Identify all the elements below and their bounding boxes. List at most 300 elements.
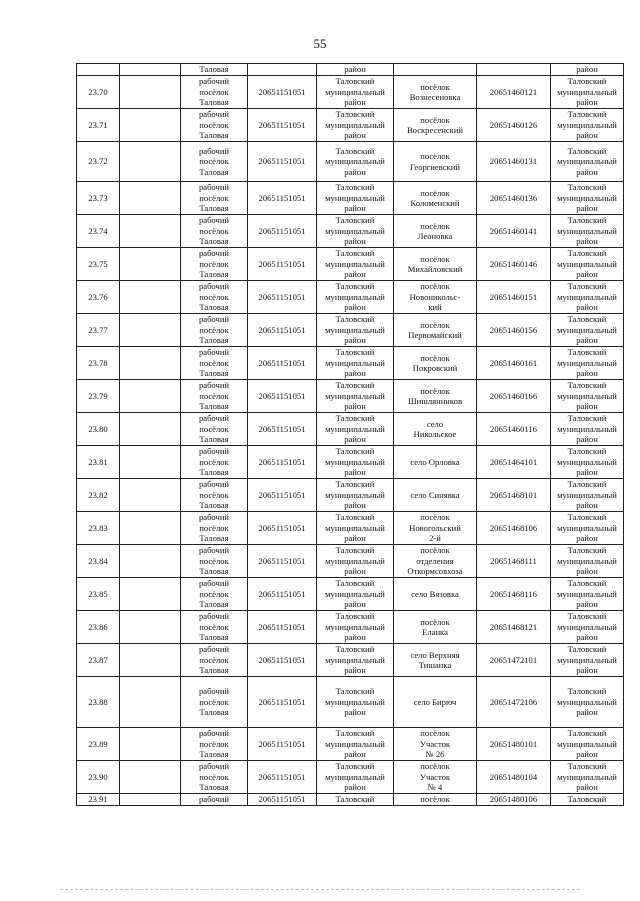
cell-district <box>317 479 394 512</box>
table-row <box>77 380 624 413</box>
cell-district-2: район <box>551 64 624 76</box>
cell-settlement-type-line: рабочий <box>198 686 230 697</box>
cell-district-line: Таловский <box>335 644 375 655</box>
cell-district <box>317 215 394 248</box>
cell-settlement-name <box>394 677 477 728</box>
cell-settlement-code: 20651460146 <box>477 248 551 281</box>
cell-district-2-line: Таловский <box>567 512 607 523</box>
cell-num: 23.89 <box>77 728 120 761</box>
cell-settlement-type <box>181 578 248 611</box>
cell-empty <box>120 677 181 728</box>
cell-code: 20651151051 <box>248 728 317 761</box>
cell-num: 23.79 <box>77 380 120 413</box>
cell-district-line: район <box>344 707 366 718</box>
cell-settlement-type-line: рабочий <box>198 644 230 655</box>
cell-district-2-line: Таловский <box>567 686 607 697</box>
cell-settlement-name-line: Шишлянников <box>407 396 463 406</box>
cell-district-2-line: Таловский <box>567 413 607 424</box>
cell-num: 23.87 <box>77 644 120 677</box>
cell-district-2-line: район <box>576 236 598 247</box>
cell-district-line: район <box>344 368 366 379</box>
cell-district-line: Таловский <box>335 728 375 739</box>
cell-settlement-name <box>394 215 477 248</box>
cell-district <box>317 761 394 794</box>
cell-code: 20651151051 <box>248 380 317 413</box>
cell-settlement-type <box>181 479 248 512</box>
cell-settlement-type-line: Таловая <box>199 467 229 478</box>
cell-settlement-type-line: посёлок <box>199 555 229 566</box>
cell-code: 20651151051 <box>248 677 317 728</box>
cell-settlement-code: 20651460161 <box>477 347 551 380</box>
cell-empty <box>120 611 181 644</box>
table-row <box>77 142 624 182</box>
cell-district-line: муниципальный <box>325 357 385 368</box>
cell-settlement-name-line: посёлок <box>420 151 450 162</box>
cell-code: 20651151051 <box>248 578 317 611</box>
cell-settlement-type-line: Таловая <box>199 236 229 247</box>
cell-district-2 <box>551 215 624 248</box>
cell-empty <box>120 182 181 215</box>
cell-settlement-code: 20651460151 <box>477 281 551 314</box>
cell-district-line: район <box>344 533 366 544</box>
cell-settlement-type-line: рабочий <box>198 611 230 622</box>
cell-district-line: муниципальный <box>325 771 385 782</box>
cell-settlement-name-line: № 4 <box>427 782 443 793</box>
cell-district-2-line: район <box>576 632 598 643</box>
cell-district-line: Таловский <box>335 413 375 424</box>
cell-num: 23.82 <box>77 479 120 512</box>
cell-district-2-line: Таловский <box>567 761 607 772</box>
cell-district-line: район <box>344 434 366 445</box>
cell-settlement-type-line: Таловая <box>199 130 229 141</box>
table-row <box>77 578 624 611</box>
cell-district-2-line: муниципальный <box>557 86 617 97</box>
cell-settlement-name <box>394 109 477 142</box>
cell-settlement-code: 20651460141 <box>477 215 551 248</box>
cell-settlement-name-line: Новогольский <box>409 522 461 533</box>
cell-district-2-line: муниципальный <box>557 291 617 302</box>
cell-settlement-type-line: рабочий <box>198 76 230 87</box>
cell-settlement-name <box>394 182 477 215</box>
cell-district-line: Таловский <box>335 281 375 292</box>
cell-settlement-type-line: посёлок <box>199 86 229 97</box>
cell-code: 20651151051 <box>248 644 317 677</box>
cell-settlement-name-line: село Бирюч <box>413 696 457 707</box>
cell-settlement-name-line: посёлок <box>420 761 450 772</box>
cell-settlement-type-line: Таловая <box>199 707 229 718</box>
cell-district-line: Таловский <box>335 512 375 523</box>
cell-settlement-type <box>181 446 248 479</box>
cell-code: 20651151051 <box>248 479 317 512</box>
cell-district <box>317 76 394 109</box>
cell-settlement-type-line: Таловая <box>199 335 229 346</box>
cell-settlement-type-line: Таловая <box>199 599 229 610</box>
cell-settlement-name <box>394 142 477 182</box>
cell-settlement-type-line: посёлок <box>199 456 229 467</box>
cell-district-line: район <box>344 599 366 610</box>
cell-empty <box>120 281 181 314</box>
cell-district-line: Таловский <box>335 479 375 490</box>
cell-settlement-type-line: посёлок <box>199 390 229 401</box>
cell-district-2-line: Таловский <box>567 281 607 292</box>
cell-settlement-type-line: рабочий <box>198 145 230 156</box>
cell-district-line: муниципальный <box>325 86 385 97</box>
cell-settlement-type <box>181 215 248 248</box>
cell-district <box>317 611 394 644</box>
cell-empty <box>120 248 181 281</box>
cell-num: 23.80 <box>77 413 120 446</box>
cell-district-2-line: Таловский <box>567 248 607 259</box>
cell-district-line: район <box>344 467 366 478</box>
cell-settlement-name-line: село <box>426 418 444 429</box>
cell-district-2-line: муниципальный <box>557 357 617 368</box>
cell-district-line: муниципальный <box>325 588 385 599</box>
cell-district-line: район <box>344 203 366 214</box>
cell-num <box>77 64 120 76</box>
cell-num: 23.86 <box>77 611 120 644</box>
cell-empty <box>120 314 181 347</box>
cell-settlement-type-line: рабочий <box>198 578 230 589</box>
cell-settlement-name <box>394 380 477 413</box>
cell-district <box>317 578 394 611</box>
cell-district-line: район <box>344 166 366 177</box>
cell-code: 20651151051 <box>248 761 317 794</box>
cell-district-line: муниципальный <box>325 390 385 401</box>
cell-settlement-name <box>394 281 477 314</box>
cell-district-2-line: муниципальный <box>557 555 617 566</box>
table-row <box>77 794 624 806</box>
cell-district-line: Таловский <box>335 686 375 697</box>
cell-district-line: район <box>344 782 366 793</box>
cell-district-line: район <box>344 632 366 643</box>
cell-district-line: муниципальный <box>325 621 385 632</box>
cell-settlement-type-line: рабочий <box>198 109 230 120</box>
cell-settlement-type-line: рабочий <box>198 248 230 259</box>
cell-settlement-type-line: посёлок <box>199 423 229 434</box>
cell-settlement-code: 20651460121 <box>477 76 551 109</box>
table-row <box>77 761 624 794</box>
cell-district-2-line: район <box>576 707 598 718</box>
cell-settlement-type-line: рабочий <box>198 728 230 739</box>
cell-num: 23.90 <box>77 761 120 794</box>
cell-district-2-line: муниципальный <box>557 489 617 500</box>
cell-settlement-code: 20651460136 <box>477 182 551 215</box>
cell-settlement-type-line: посёлок <box>199 324 229 335</box>
cell-settlement-type <box>181 761 248 794</box>
cell-settlement-type-line: Таловая <box>199 665 229 676</box>
cell-district-line: Таловский <box>335 545 375 556</box>
cell-empty <box>120 794 181 806</box>
cell-settlement-type <box>181 109 248 142</box>
cell-district-2 <box>551 347 624 380</box>
cell-district-line: муниципальный <box>325 696 385 707</box>
cell-district-2-line: Таловский <box>567 446 607 457</box>
cell-district-2-line: муниципальный <box>557 156 617 167</box>
table-row <box>77 76 624 109</box>
cell-settlement-name-line: посёлок <box>420 728 450 739</box>
cell-code: 20651151051 <box>248 794 317 806</box>
cell-settlement-name-line: посёлок <box>420 512 450 523</box>
cell-district-2-line: Таловский <box>567 215 607 226</box>
cell-settlement-type-line: Таловая <box>199 434 229 445</box>
cell-settlement-type-line: посёлок <box>199 258 229 269</box>
cell-settlement-name <box>394 512 477 545</box>
cell-settlement-code: 20651480104 <box>477 761 551 794</box>
cell-settlement-name-line: село Вязовка <box>411 588 459 599</box>
cell-settlement-name-line: Никольское <box>413 429 457 439</box>
cell-district-2-line: муниципальный <box>557 588 617 599</box>
cell-num: 23.88 <box>77 677 120 728</box>
cell-settlement-name-line: Покровский <box>412 363 458 373</box>
cell-district-2 <box>551 794 624 806</box>
cell-code: 20651151051 <box>248 215 317 248</box>
cell-district-2-line: муниципальный <box>557 654 617 665</box>
cell-district-2-line: район <box>576 533 598 544</box>
settlements-table <box>76 63 624 806</box>
cell-code: 20651151051 <box>248 347 317 380</box>
cell-settlement-type-line: рабочий <box>198 281 230 292</box>
table-row <box>77 728 624 761</box>
cell-settlement-name <box>394 64 477 76</box>
cell-district-2-line: район <box>576 97 598 108</box>
cell-settlement-name <box>394 479 477 512</box>
cell-district-2-line: район <box>576 203 598 214</box>
cell-empty <box>120 109 181 142</box>
cell-code: 20651151051 <box>248 142 317 182</box>
cell-num: 23.70 <box>77 76 120 109</box>
cell-empty <box>120 512 181 545</box>
cell-district <box>317 512 394 545</box>
cell-settlement-name-line: Первомайский <box>408 330 462 340</box>
cell-district-2-line: район <box>576 401 598 412</box>
cell-district: район <box>317 64 394 76</box>
cell-district <box>317 545 394 578</box>
cell-empty <box>120 479 181 512</box>
cell-district-line: район <box>344 500 366 511</box>
cell-settlement-type-line: посёлок <box>199 771 229 782</box>
cell-district-2-line: Таловский <box>567 109 607 120</box>
cell-settlement-name-line: № 26 <box>425 749 445 760</box>
cell-district-line: район <box>344 401 366 412</box>
cell-code: 20651151051 <box>248 248 317 281</box>
cell-district-2-line: муниципальный <box>557 390 617 401</box>
cell-settlement-type-line: рабочий <box>198 413 230 424</box>
cell-code <box>248 64 317 76</box>
cell-settlement-type-line: посёлок <box>199 119 229 130</box>
cell-district-line: Таловский <box>335 380 375 391</box>
cell-settlement-type <box>181 380 248 413</box>
table-row <box>77 677 624 728</box>
cell-num: 23.75 <box>77 248 120 281</box>
cell-settlement-code: 20651460166 <box>477 380 551 413</box>
table-row <box>77 479 624 512</box>
cell-district-2 <box>551 76 624 109</box>
cell-settlement-type-line: Таловая <box>199 166 229 177</box>
cell-district <box>317 347 394 380</box>
cell-district-line: муниципальный <box>325 156 385 167</box>
cell-settlement-name-line: Воскресенский <box>406 125 464 135</box>
cell-settlement-type-line: рабочий <box>198 347 230 358</box>
cell-district-2-line: район <box>576 782 598 793</box>
cell-district-line: Таловский <box>335 347 375 358</box>
cell-num: 23.83 <box>77 512 120 545</box>
table-row <box>77 109 624 142</box>
cell-settlement-name-line: посёлок <box>420 81 450 92</box>
cell-settlement-name-line: Новоникольс- <box>409 291 461 302</box>
cell-district <box>317 281 394 314</box>
cell-settlement-name <box>394 611 477 644</box>
cell-empty <box>120 545 181 578</box>
cell-settlement-type-line: посёлок <box>199 291 229 302</box>
cell-district-line: муниципальный <box>325 738 385 749</box>
cell-district-line: муниципальный <box>325 423 385 434</box>
cell-settlement-type <box>181 142 248 182</box>
cell-district-2 <box>551 512 624 545</box>
cell-settlement-type <box>181 644 248 677</box>
cell-district-line: район <box>344 130 366 141</box>
cell-settlement-type-line: рабочий <box>198 215 230 226</box>
cell-settlement-code: 20651468111 <box>477 545 551 578</box>
cell-district-line: Таловский <box>335 215 375 226</box>
cell-district-2 <box>551 677 624 728</box>
cell-settlement-name-line: Участок <box>419 738 451 749</box>
cell-district <box>317 446 394 479</box>
cell-district-line: Таловский <box>335 314 375 325</box>
cell-num: 23.77 <box>77 314 120 347</box>
table-row <box>77 446 624 479</box>
cell-district-line: район <box>344 302 366 313</box>
cell-district <box>317 314 394 347</box>
cell-settlement-type <box>181 347 248 380</box>
cell-district <box>317 413 394 446</box>
bottom-rule <box>60 889 580 890</box>
cell-district-2-line: муниципальный <box>557 258 617 269</box>
cell-settlement-name-line: посёлок <box>420 352 450 363</box>
cell-settlement-name-line: Вознесеновка <box>409 92 461 102</box>
cell-code: 20651151051 <box>248 182 317 215</box>
cell-settlement-code: 20651460156 <box>477 314 551 347</box>
cell-settlement-code: 20651460126 <box>477 109 551 142</box>
cell-settlement-name <box>394 446 477 479</box>
table-row <box>77 314 624 347</box>
cell-district-2-line: Таловский <box>567 794 607 805</box>
cell-district-2-line: Таловский <box>567 728 607 739</box>
cell-settlement-type-line: Таловая <box>199 500 229 511</box>
cell-settlement-code: 20651464101 <box>477 446 551 479</box>
cell-district-line: район <box>344 236 366 247</box>
cell-num: 23.78 <box>77 347 120 380</box>
cell-empty <box>120 761 181 794</box>
page-number: 55 <box>313 36 327 51</box>
cell-district-2 <box>551 248 624 281</box>
cell-district-2-line: Таловский <box>567 380 607 391</box>
cell-settlement-name-line: посёлок <box>420 616 450 627</box>
cell-district-2-line: муниципальный <box>557 696 617 707</box>
cell-district-2 <box>551 142 624 182</box>
cell-code: 20651151051 <box>248 545 317 578</box>
cell-district-line: Таловский <box>335 182 375 193</box>
cell-settlement-name-line: село Верхняя <box>410 649 460 660</box>
cell-settlement-code: 20651468106 <box>477 512 551 545</box>
cell-district-2 <box>551 446 624 479</box>
cell-district-2-line: Таловский <box>567 347 607 358</box>
cell-settlement-type-line: посёлок <box>199 192 229 203</box>
cell-empty <box>120 578 181 611</box>
cell-district-2-line: район <box>576 599 598 610</box>
cell-settlement-type-line: Таловая <box>199 97 229 108</box>
cell-code: 20651151051 <box>248 446 317 479</box>
cell-settlement-type-line: посёлок <box>199 738 229 749</box>
cell-settlement-type-line: рабочий <box>198 512 230 523</box>
cell-district-line: район <box>344 749 366 760</box>
cell-settlement-type <box>181 248 248 281</box>
cell-settlement-type-line: посёлок <box>199 588 229 599</box>
cell-settlement-name-line: село Орловка <box>410 456 460 467</box>
cell-empty <box>120 142 181 182</box>
cell-settlement-type-line: Таловая <box>199 269 229 280</box>
cell-district-2-line: Таловский <box>567 644 607 655</box>
cell-settlement-code: 20651468116 <box>477 578 551 611</box>
cell-settlement-name-line: посёлок <box>420 319 450 330</box>
cell-district-2-line: район <box>576 434 598 445</box>
cell-district-2-line: район <box>576 302 598 313</box>
cell-settlement-type-line: рабочий <box>198 479 230 490</box>
table-row <box>77 413 624 446</box>
cell-empty <box>120 380 181 413</box>
cell-settlement-name-line: посёлок <box>420 545 450 556</box>
cell-district-2-line: район <box>576 130 598 141</box>
cell-settlement-name <box>394 413 477 446</box>
cell-district-2-line: район <box>576 368 598 379</box>
cell-settlement-type-line: посёлок <box>199 489 229 500</box>
cell-district-line: район <box>344 335 366 346</box>
cell-district-2-line: Таловский <box>567 611 607 622</box>
cell-empty <box>120 64 181 76</box>
cell-district-2 <box>551 761 624 794</box>
cell-empty <box>120 446 181 479</box>
cell-district-2-line: район <box>576 749 598 760</box>
cell-district-2-line: район <box>576 665 598 676</box>
cell-district-line: район <box>344 665 366 676</box>
cell-settlement-name-line: посёлок <box>420 385 450 396</box>
cell-district-line: муниципальный <box>325 119 385 130</box>
table-row <box>77 347 624 380</box>
cell-district-line: Таловский <box>335 145 375 156</box>
cell-district-2 <box>551 728 624 761</box>
cell-district-2 <box>551 380 624 413</box>
cell-district-line: муниципальный <box>325 225 385 236</box>
table-row <box>77 545 624 578</box>
cell-num: 23.91 <box>77 794 120 806</box>
cell-district-line: муниципальный <box>325 522 385 533</box>
cell-district-2-line: Таловский <box>567 479 607 490</box>
cell-settlement-type <box>181 677 248 728</box>
cell-district-line: Таловский <box>335 761 375 772</box>
cell-settlement-type <box>181 182 248 215</box>
cell-settlement-code: 20651480101 <box>477 728 551 761</box>
cell-settlement-code: 20651472101 <box>477 644 551 677</box>
cell-district-2 <box>551 314 624 347</box>
cell-district-2-line: муниципальный <box>557 621 617 632</box>
table-row <box>77 281 624 314</box>
cell-settlement-type-line: Таловая <box>199 302 229 313</box>
cell-settlement-type <box>181 611 248 644</box>
cell-district-2 <box>551 644 624 677</box>
cell-settlement-code: 20651480106 <box>477 794 551 806</box>
cell-num: 23.73 <box>77 182 120 215</box>
cell-settlement-type-line: посёлок <box>199 156 229 167</box>
cell-settlement-type-line: рабочий <box>198 314 230 325</box>
